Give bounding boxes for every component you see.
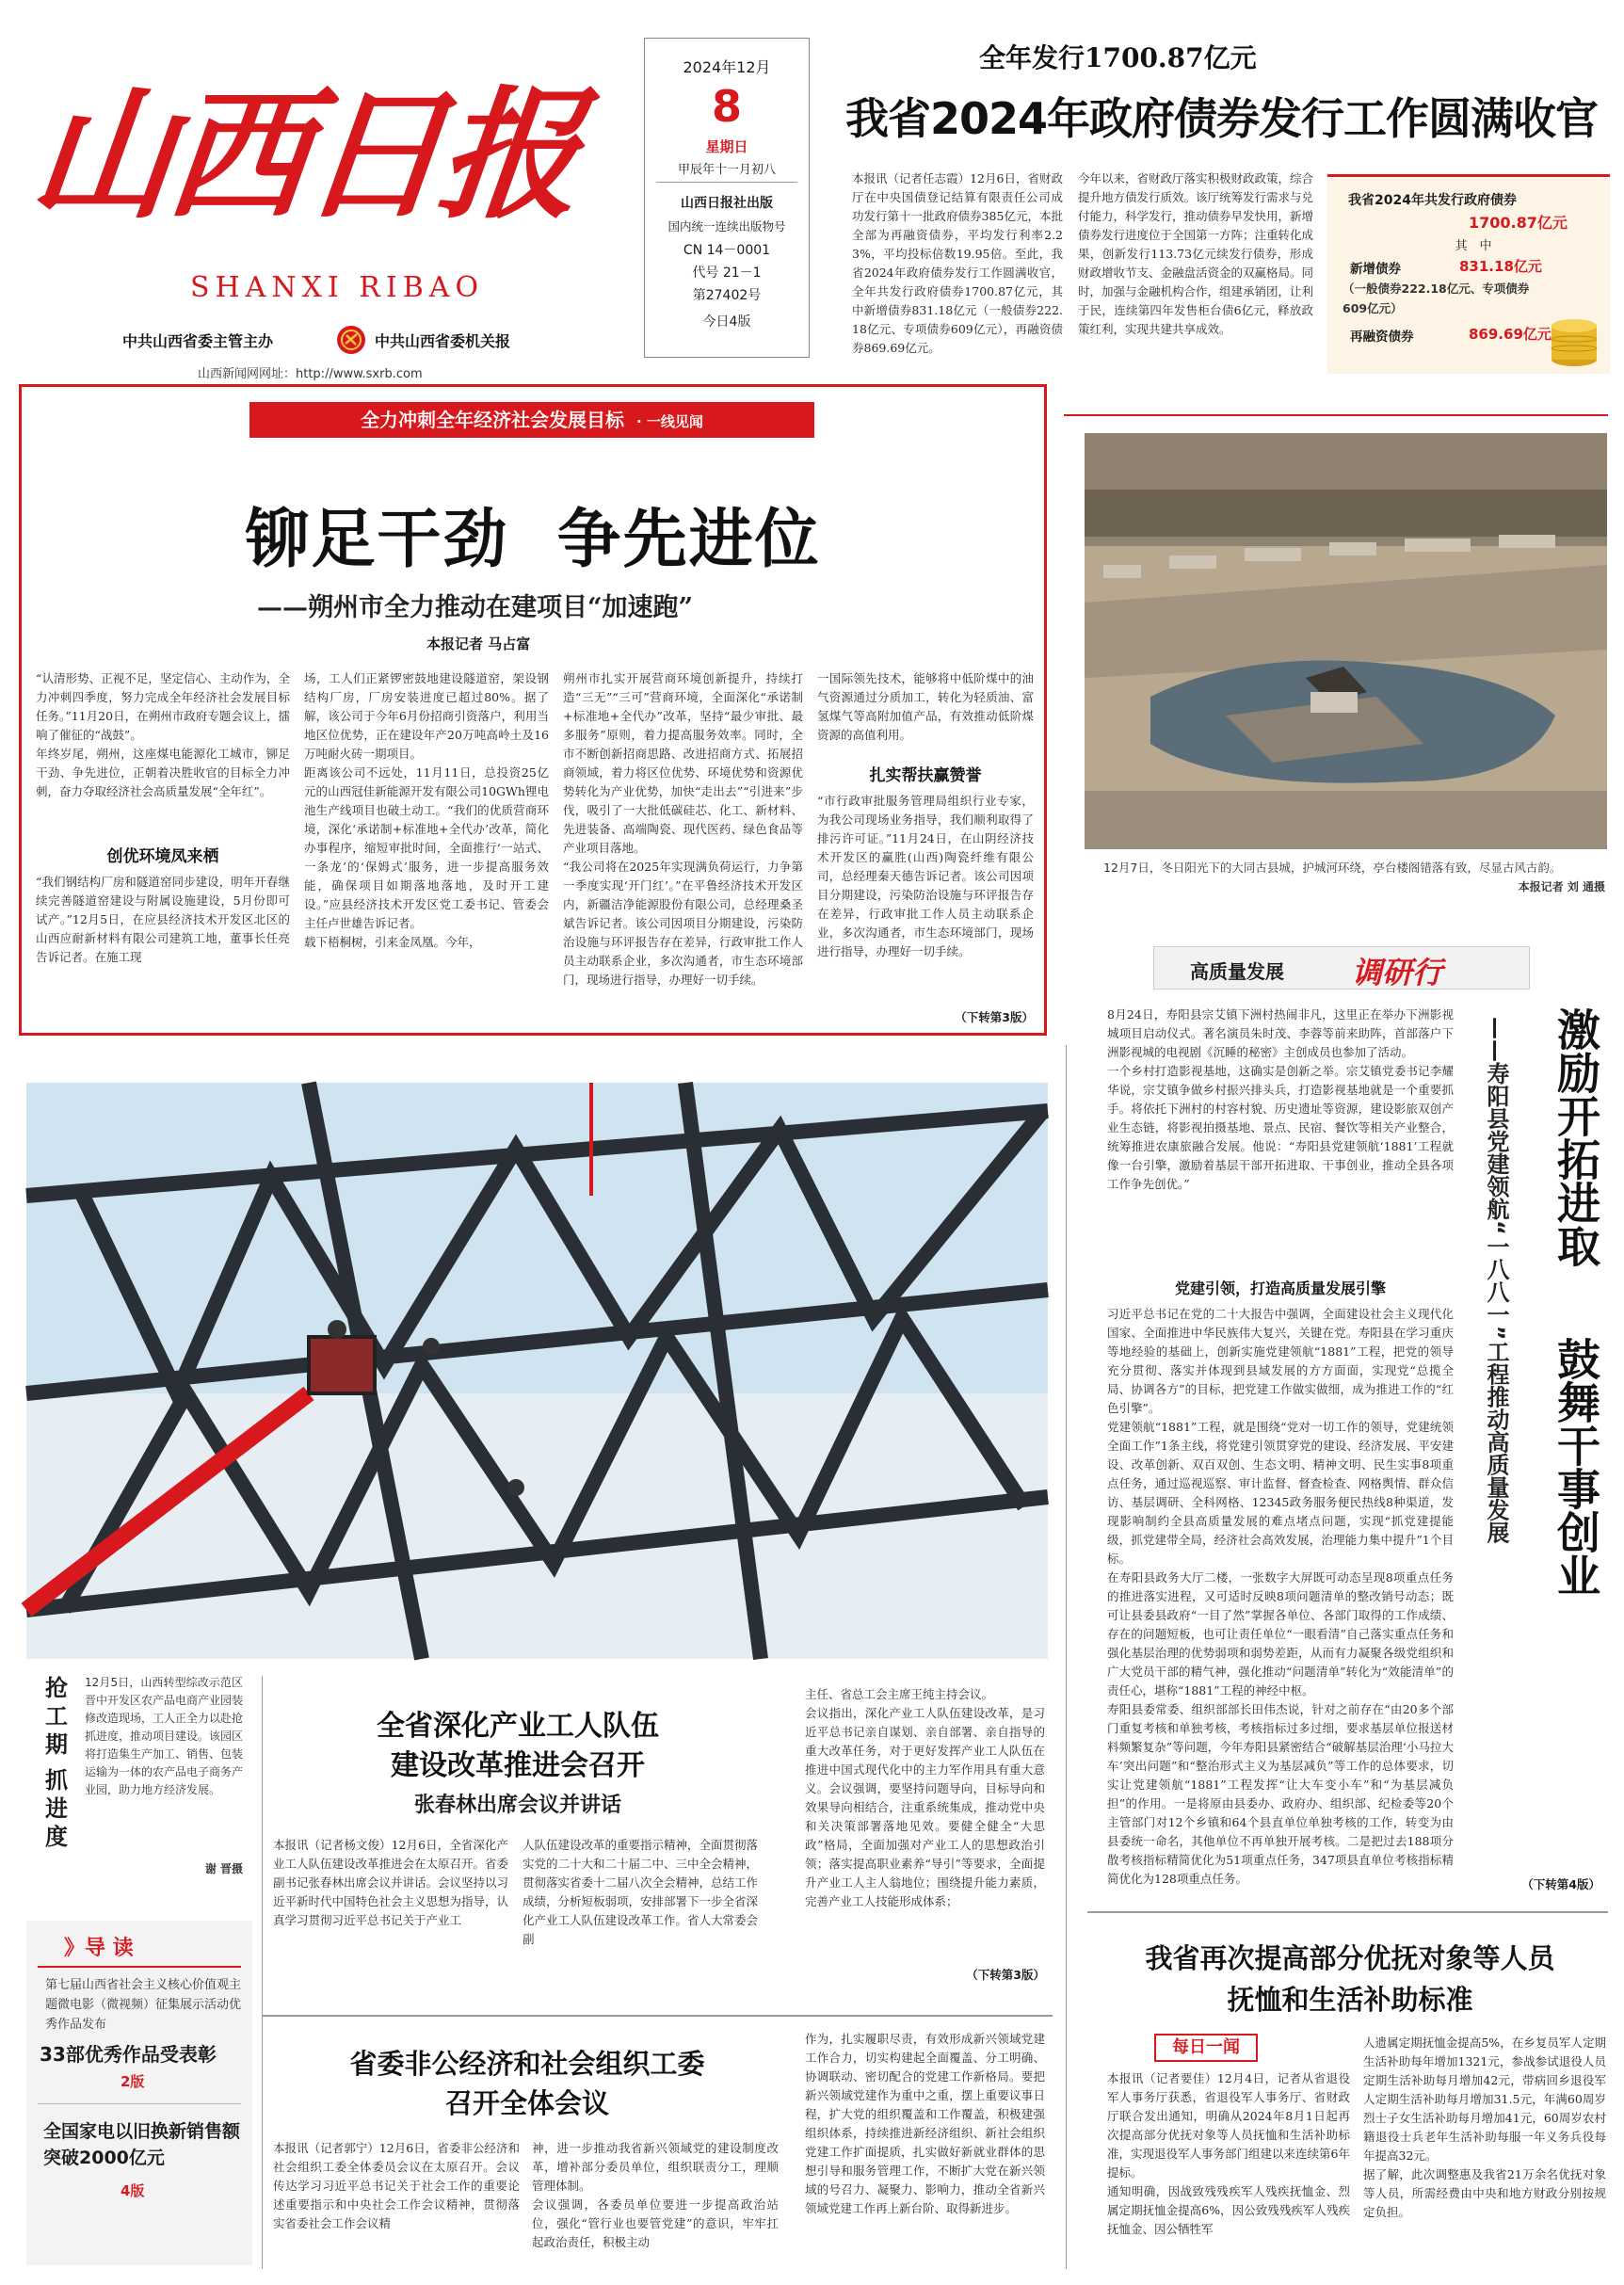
rule-mid-left (262, 2015, 1053, 2017)
lead-banner (249, 402, 814, 438)
infobox-refi-value: 869.69亿元 (1469, 326, 1552, 343)
nonpublic-col2: 神，进一步推动我省新兴领域党的建设制度改革，增补部分委员单位，组织联责分工，理顺管理体制。 会议强调，各委员单位要进一步提高政治站位，强化“管行业也要管党建”的意识，牢牢扛起政治责任，积极主动 (532, 2141, 779, 2249)
pension-col1: 本报讯（记者要佳）12月4日，记者从省退役军人事务厅获悉，省退役军人事务厅、省财政厅联合发出通知，明确从2024年8月1日起再次提高部分优抚对象等人员抚恤和生活补助标准，实现退役军人事务部门组建以来连续第6年提标。 通知明确，因战致残残疾军人残疾抚恤金、烈属定期抚恤金提高6%，因公致残残疾军人残疾抚恤金、因公牺牲军 (1107, 2071, 1350, 2236)
rule-top (1064, 414, 1608, 416)
vtitle-char-3: 期 (45, 1731, 68, 1758)
nonpublic-headline-2: 召开全体会议 (444, 2087, 609, 2119)
guide-item2-page[interactable]: 4版 (121, 2182, 145, 2199)
rule-vertical-2 (262, 1676, 263, 2269)
date-weekday: 星期日 (705, 138, 748, 155)
top-story-col2: 今年以来，省财政厅落实积极财政政策，综合提升地方债发行质效。该厅统筹发行需求与兑付能力，科学发行，推动债券早发快用，新增债券发行进度位于全国第一方阵；注重转化成果，创新发行113.73亿元续发行债券，形成财政增收节支、金融盘活资金的双赢格局。同时，加强与金融机构合作，组建承销团，让利于民，连续第四年发售柜台债6亿元，释放政策红利，实现共建共享成效。 (1078, 171, 1314, 336)
research-subhead: 党建引领，打造高质量发展引擎 (1174, 1279, 1386, 1297)
workers-headline-1: 全省深化产业工人队伍 (377, 1710, 659, 1743)
infobox-new-value: 831.18亿元 (1459, 258, 1542, 275)
infobox-refi-label: 再融资债券 (1350, 330, 1414, 345)
sponsor-left: 中共山西省委主管主办 (122, 332, 274, 350)
infobox-new-label: 新增债券 (1350, 262, 1401, 277)
research-body1: 8月24日，寿阳县宗艾镇下洲村热闹非凡，这里正在举办下洲影视城项目启动仪式。著名演员朱时茂、李蓉等前来助阵，首部落户下洲影视城的电视剧《沉睡的秘密》主创成员也参加了活动。 一个乡村打造影视基地，这确实是创新之举。宗艾镇党委书记李耀华说，宗艾镇争做乡村振兴排头兵，打造影视基地就是一个重要抓手。将依托下洲村的村容村貌、历史遗址等资源，建设影旅双创产业生态链，将影视拍摄基地、景点、民宿、餐饮等相关产业整合，统筹推进农康旅融合发展。他说：“寿阳县党建领航‘1881’工程就像一台引擎，激励着基层干部开拓进取、干事创业，推动全县各项工作争先创优。” (1107, 1007, 1454, 1191)
gold-coins-icon (1546, 298, 1602, 369)
lead-story-box (19, 384, 1047, 1036)
issue-number: 第27402号 (692, 288, 762, 303)
rule-mid-right (1087, 1911, 1608, 1913)
page-count: 今日4版 (702, 314, 751, 330)
guide-rule (38, 1966, 241, 1968)
debt-infobox (1327, 174, 1610, 374)
pension-col2: 人遗属定期抚恤金提高5%，在乡复员军人定期生活补助每年增加1321元，参战参试退役人员定期生活补助每月增加42元，带病回乡退役军人定期生活补助每月增加31.5元，年满60周岁烈士子女生活补助每月增加41元，60周岁农村籍退役士兵老年生活补助每服一年义务兵役每年提高32元。 据了解，此次调整惠及我省21万余名优抚对象等人员，所需经费由中央和地方财政分别按规定负担。 (1363, 2036, 1606, 2219)
nonpublic-col1: 本报讯（记者郭宁）12月6日，省委非公经济和社会组织工委全体委员会议在太原召开。会议传达学习习近平总书记关于社会工作的重要论述重要指示和中央社会工作会议精神，贯彻落实省委社会工作会议精 (273, 2141, 520, 2230)
vtitle-char-1: 抢 (45, 1675, 68, 1701)
infobox-general: （一般债券222.18亿元、专项债券609亿元） (1343, 282, 1530, 315)
worksite-caption: 12月5日，山西转型综改示范区晋中开发区农产品电商产业园装修改造现场，工人正全力以赴抢抓进度，推动项目建设。该园区将打造集生产加工、销售、包装运输为一体的农产品电子商务产业园，助力地方经济发展。 (85, 1676, 244, 1796)
pension-tag: 每日一闻 (1154, 2034, 1258, 2062)
research-tag-script: 调研行 (1352, 955, 1443, 990)
worksite-vertical-title (38, 1674, 75, 1881)
date-lunar: 甲辰年十一月初八 (677, 163, 776, 177)
top-story-col1: 本报讯（记者任志霞）12月6日，省财政厅在中央国债登记结算有限责任公司成功发行第十一批政府债券385亿元，本批全部为再融资债券，平均发行利率2.23%，平均投标倍数19.95倍。至此，我省2024年政府债券发行工作圆满收官，全年共发行政府债券1700.87亿元，其中新增债券831.18亿元（一般债券222.18亿元、专项债券609亿元），再融资债券869.69亿元。 (852, 171, 1063, 355)
ancient-city-credit: 本报记者 刘 通摄 (1518, 880, 1605, 893)
research-subheadline: ——寿阳县党建领航“一八八一”工程推动高质量发展 (1483, 1017, 1509, 1544)
cn-number: CN 14－0001 (683, 243, 771, 258)
lead-headline: 铆足干劲 争先进位 (245, 503, 821, 577)
vtitle-char-5: 进 (45, 1795, 68, 1822)
lead-col1b: “我们钢结构厂房和隧道窑同步建设，明年开春继续完善隧道窑建设与附属设施建设，5月份即可试产。”12月5日，在应县经济技术开发区北区的山西应耐新材料有限公司建筑工地，董事长任亮告诉记者。在施工现 (36, 875, 290, 964)
guide-divider (38, 2103, 241, 2104)
publisher: 山西日报社出版 (681, 196, 773, 211)
serial-label: 国内统一连续出版物号 (667, 219, 786, 233)
dateline-divider (656, 182, 797, 183)
masthead-pinyin: SHANXI RIBAO (189, 271, 485, 304)
lead-byline: 本报记者 马占富 (426, 636, 531, 652)
research-body2: 习近平总书记在党的二十大报告中强调，全面建设社会主义现代化国家、全面推进中华民族伟大复兴，关键在党。寿阳县在学习重庆等地经验的基础上，创新实施党建领航“1881”工程，把党的领导充分贯彻、落实并体现到县域发展的方方面面，实现党“总揽全局、协调各方”的目标，把党建工作做实做细，成为推进工作的“红色引擎”。 党建领航“1881”工程，就是围绕“党对一切工作的领导，党建统领全面工作”1条主线，将党建引领贯穿党的建设、经济发展、平安建设、改革创新、双百双创、生态文明、精神文明、民生实事8项重点任务，通过巡视巡察、审计监督、督查检查、网格舆情、群众信访、基层调研、全科网格、12345政务服务便民热线8种渠道，发现影响制约全县高质量发展的难点堵点问题，实现“抓党建提能级，抓党建带全局，经济社会高效发展，治理能力集中提升”1个目标。 在寿阳县政务大厅二楼，一张数字大屏既可动态呈现8项重点任务的推进落实进程，又可适时反映8项问题清单的整改销号动态；既可让县委县政府“一目了然”掌握各单位、各部门取得的工作成绩、存在的问题短板，也可让责任单位“一眼看清”自己落实重点任务和强化基层治理的优势弱项和弱势差距，从而有力凝聚各级党组织和广大党员干部的精气神，强化推动“问题清单”转化为“效能清单”的责任心，堪称“1881”工程的神经中枢。 寿阳县委常委、组织部部长田伟杰说，针对之前存在“由20多个部门重复考核和单独考核，考核指标过多过细，要求基层单位报送材料频繁复杂”等问题，今年寿阳县紧密结合“破解基层治理‘小马拉大车’突出问题”和“整治形式主义为基层减负”等工作的总体要求，切实让党建领航“1881”工程发挥“让大车变小车”和“为基层减负担”的作用。一是将原由县委办、政府办、组织部、纪检委等20个主管部门对12个乡镇和64个县直单位单独考核的工作，转变为由县委统一命名，其他单位不再单独开展考核。二是把过去188项分散考核指标精简优化为51项重点任务，347项县直单位考核指标精简优化为128项重点任务。 (1107, 1307, 1454, 1886)
lead-banner-text: 全力冲刺全年经济社会发展目标 (361, 409, 625, 431)
infobox-among: 其 中 (1455, 239, 1492, 253)
research-headline-1: 激励开拓进取 (1551, 1007, 1601, 1267)
masthead (19, 19, 640, 381)
top-story-kicker: 全年发行1700.87亿元 (979, 42, 1257, 73)
vtitle-char-6: 度 (45, 1824, 68, 1850)
guide-item2-head[interactable]: 全国家电以旧换新销售额突破2000亿元 (43, 2121, 241, 2168)
infobox-total: 1700.87亿元 (1469, 214, 1568, 232)
research-continued: （下转第4版） (1521, 1877, 1600, 1891)
lead-subhead-2: 扎实帮扶赢赞誉 (869, 766, 982, 785)
rule-vertical-1 (1066, 1045, 1067, 2269)
lead-col3: 朔州市扎实开展营商环境创新提升，持续打造“三无”“三可”营商环境，全面深化“承诺制+标准地+全代办”改革，坚持“最少审批、最多服务”原则，着力提高服务效率。同时，全市不断创新招商思路、改进招商方式、拓展招商领域，着力将区位优势、环境优势和资源优势转化为产业优势，加快“走出去”“引进来”步伐，吸引了一大批低碳硅芯、化工、新材料、先进装备、高端陶瓷、现代医药、绿色食品等产业项目落地。 “我公司将在2025年实现满负荷运行，力争第一季度实现‘开门红’。”在平鲁经济技术开发区内，新疆洁净能源股份有限公司，总经理桑圣斌告诉记者。该公司因项目分期建设，污染防治设施与环评报告存在差异，行政审批工作人员主动联系企业，多次沟通者，市生态环境部门，现场进行指导，办理好一切手续。 (563, 671, 803, 987)
lead-banner-tag: · 一线见闻 (636, 413, 703, 430)
dateline-box (644, 38, 810, 358)
workers-continued: （下转第3版） (966, 1968, 1045, 1982)
ancient-city-photo (1085, 433, 1607, 849)
nonpublic-headline-1: 省委非公经济和社会组织工委 (349, 2048, 705, 2080)
pension-headline-2: 抚恤和生活补助标准 (1227, 1984, 1473, 2016)
date-year-month: 2024年12月 (683, 58, 771, 76)
pension-headline-1: 我省再次提高部分优抚对象等人员 (1145, 1942, 1555, 1974)
workers-col3: 主任、省总工会主席王纯主持会议。 会议指出，深化产业工人队伍建设改革，是习近平总书记亲自谋划、亲自部署、亲自指导的重大改革任务，对于更好发挥产业工人队伍在推进中国式现代化中的主力军作用具有重大意义。会议强调，要坚持问题导向，目标导向和效果导向相结合，注重系统集成，推动党中央和关决策部署落地见效。要健全健全“大思政”格局，全面加强对产业工人的思想政治引领；落实提高职业素养“导引”等要求，全面提升产业工人主人翁地位；围绕提升能力素质，完善产业工人技能形成体系； (805, 1687, 1045, 1908)
top-story-headline: 我省2024年政府债券发行工作圆满收官 (845, 93, 1599, 144)
research-tag (1153, 946, 1530, 990)
date-day: 8 (711, 81, 742, 132)
nonpublic-col3: 作为，扎实履职尽责，有效形成新兴领域党建工作合力，切实构建起全面覆盖、分工明确、协调联动、密切配合的党建工作新格局。要把新兴领域党建作为重中之重，摆上重要议事日程，扩大党的组织覆盖和工作覆盖，积极建强组织体系，持续推进新经济组织、新社会组织党建工作扩面提质，扎实做好新就业群体的思想引导和服务管理工作，不断扩大党在新兴领域的号召力、凝聚力、影响力，推动全省新兴领域党建工作再上新台阶、取得新进步。 (805, 2032, 1045, 2215)
guide-title: 》导 读 (64, 1937, 134, 1960)
lead-col4a: 一国际领先技术，能够将中低阶煤中的油气资源通过分质加工，转化为轻质油、富氢煤气等高附加值产品，有效推动低阶煤资源的高值利用。 (817, 671, 1034, 742)
vtitle-char-4: 抓 (45, 1767, 68, 1794)
masthead-title: 山西日报 (24, 72, 585, 238)
postal-code: 代号 21－1 (692, 266, 762, 281)
research-tag-label: 高质量发展 (1190, 960, 1284, 983)
sponsor-right: 中共山西省委机关报 (375, 332, 511, 350)
lead-col1a: “认清形势、正视不足，坚定信心、主动作为，全力冲刺四季度，努力完成全年经济社会发展目标任务。”11月20日，在朔州市政府专题会议上，擂响了催征的“战鼓”。 年终岁尾，朔州，这座煤电能源化工城市，铆足干劲、争先进位，正朝着决胜收官的目标全力冲刺，奋力夺取经济社会高质量发展“全年红”。 (36, 671, 290, 798)
website-line: 山西新闻网网址：http://www.sxrb.com (198, 367, 423, 381)
guide-item1-page[interactable]: 2版 (121, 2073, 145, 2090)
lead-col4b: “市行政审批服务管理局组织行业专家，为我公司现场业务指导，我们顺利取得了排污许可证。”11月24日，在山阴经济技术开发区的赢胜(山西)陶瓷纤维有限公司，总经理秦天德告诉记者。该公司因项目分期建设，污染防治设施与环评报告存在差异，行政审批工作人员主动联系企业，多次沟通者，市生态环境部门，现场进行指导，办理好一切手续。 (817, 794, 1034, 958)
lead-col2: 场，工人们正紧锣密鼓地建设隧道窑，架设钢结构厂房，厂房安装进度已超过80%。据了解，该公司于今年6月份招商引资落户，利用当地区位优势，正在建设年产20万吨高岭土及16万吨耐火砖一期项目。 距离该公司不远处，11月11日，总投资25亿元的山西冠佳新能源开发有限公司10GWh锂电池生产线项目也破土动工。“我们的优质营商环境，深化‘承诺制+标准地+全代办’改革，简化办事程序，缩短审批时间，全面推行‘一站式、一条龙’的‘保姆式’服务，进一步提高服务效能，确保项目如期落地落地，及时开工建设。”应县经济技术开发区党工委书记、管委会主任卢世雄告诉记者。 载下梧桐树，引来金凤凰。今年， (304, 671, 549, 949)
construction-photo (26, 1083, 1048, 1659)
guide-box (26, 1921, 252, 2265)
guide-item1-desc: 第七届山西省社会主义核心价值观主题微电影（微视频）征集展示活动优秀作品发布 (45, 1978, 242, 2032)
workers-headline-2: 建设改革推进会召开 (391, 1749, 645, 1782)
vtitle-char-2: 工 (45, 1703, 68, 1730)
worksite-credit: 谢 晋摄 (204, 1862, 243, 1875)
workers-col2: 人队伍建设改革的重要指示精神，全面贯彻落实党的二十大和二十届二中、三中全会精神，贯彻落实省委十二届八次全会精神，总结工作成绩，分析短板弱项，安排部署下一步全省深化产业工人队伍建设改革工作。省人大常委会副 (523, 1838, 759, 1946)
lead-subhead-1: 创优环境凤来栖 (106, 847, 219, 866)
workers-subhead: 张春林出席会议并讲话 (413, 1793, 621, 1817)
ancient-city-caption: 12月7日，冬日阳光下的大同古县城，护城河环绕，亭台楼阁错落有致，尽显古风古韵。 (1103, 861, 1562, 875)
guide-item1-head[interactable]: 33部优秀作品受表彰 (40, 2043, 217, 2066)
workers-col1: 本报讯（记者杨文俊）12月6日，全省深化产业工人队伍建设改革推进会在太原召开。省委副书记张春林出席会议并讲话。会议坚持以习近平新时代中国特色社会主义思想为指导，认真学习贯彻习近平总书记关于产业工 (273, 1838, 509, 1927)
party-emblem-icon (337, 326, 365, 354)
lead-subhead: ——朔州市全力推动在建项目“加速跑” (257, 593, 694, 622)
research-headline-2: 鼓舞干事创业 (1551, 1337, 1601, 1597)
infobox-title: 我省2024年共发行政府债券 (1348, 193, 1517, 208)
lead-continued: （下转第3版） (955, 1010, 1034, 1024)
